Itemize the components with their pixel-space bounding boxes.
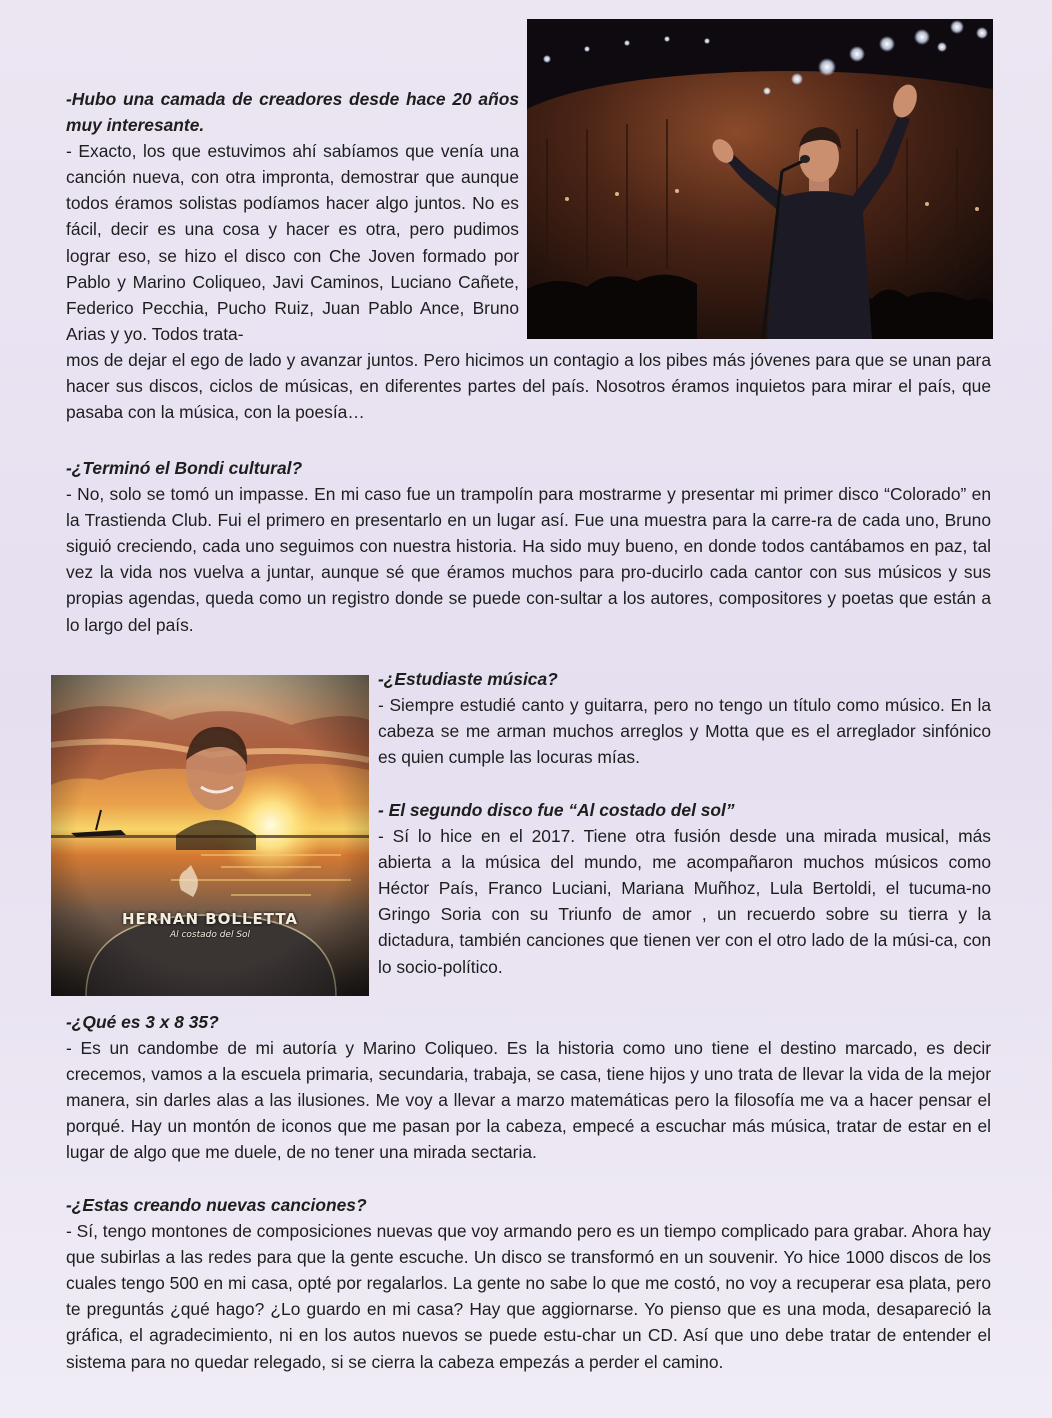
concert-photo	[527, 19, 993, 339]
section-segundo-disco	[378, 797, 991, 980]
answer-segundo-disco: - Sí lo hice en el 2017. Tiene otra fusión desde una mirada musical, más abierta a la música del mundo, me acompañaron muchos músicos como Héctor País, Franco Luciani, Mariana Muñhoz, Lula Bertoldi, el tucuma-no Gringo Soria con su Triunfo de amor , un recuerdo sobre su tierra y la dictadura, también canciones que tienen ver con el otro lado de la músi-ca, con lo socio-político.	[378, 826, 991, 977]
question-nuevas-canciones: -¿Estas creando nuevas canciones?	[66, 1195, 367, 1215]
question-bondi: -¿Terminó el Bondi cultural?	[66, 458, 303, 478]
answer-creadores-part2: mos de dejar el ego de lado y avanzar juntos. Pero hicimos un contagio a los pibes más jóvenes para que se unan para hacer sus discos, ciclos de músicas, en diferentes partes del país. Nosotros éramos inquietos para mirar el país, que pasaba con la música, con la poesía…	[66, 350, 991, 423]
album-cover-image	[51, 675, 369, 996]
section-3x8	[66, 1009, 991, 1166]
album-artist-name: HERNAN BOLLETTA	[121, 910, 299, 928]
section-estudiaste	[378, 666, 991, 770]
section-bondi	[66, 455, 991, 638]
question-segundo-disco: - El segundo disco fue “Al costado del sol”	[378, 800, 735, 820]
question-3x8: -¿Qué es 3 x 8 35?	[66, 1012, 219, 1032]
answer-estudiaste: - Siempre estudié canto y guitarra, pero no tengo un título como músico. En la cabeza se me arman muchos arreglos y Motta que es el arreglador sinfónico es quien cumple las locuras mías.	[378, 695, 991, 768]
answer-creadores-part1: - Exacto, los que estuvimos ahí sabíamos que venía una canción nueva, con otra impronta, demostrar que aunque todos éramos solistas podíamos hacer algo juntos. No es fácil, decir es una cosa y hacer es otra, pero pudimos lograr eso, se hizo el disco con Che Joven formado por Pablo y Marino Coliqueo, Javi Caminos, Luciano Cañete, Federico Pecchia, Pucho Ruiz, Juan Pablo Ance, Bruno Arias y yo. Todos trata-	[66, 141, 519, 344]
question-creadores: -Hubo una camada de creadores desde hace 20 años muy interesante.	[66, 89, 519, 136]
album-title: Al costado del Sol	[169, 930, 251, 940]
answer-3x8: - Es un candombe de mi autoría y Marino Coliqueo. Es la historia como uno tiene el destino marcado, es decir crecemos, vamos a la escuela primaria, secundaria, trabaja, se casa, tiene hijos y uno trata de llevar la vida de la mejor manera, sin darles alas a las ilusiones. Me voy a llevar a marzo matemáticas pero la filosofía me va a hacer pensar el porqué. Hay un montón de iconos que me pasan por la cabeza, empecé a escuchar más música, tratar de estar en el lugar de algo que me duele, de no tener una mirada sectaria.	[66, 1038, 991, 1163]
answer-bondi: - No, solo se tomó un impasse. En mi caso fue un trampolín para mostrarme y presentar mi primer disco “Colorado” en la Trastienda Club. Fui el primero en presentarlo en un lugar así. Fue una muestra para la carre-ra de cada uno, Bruno siguió creciendo, cada uno seguimos con nuestra historia. Ha sido muy bueno, en donde todos cantábamos en paz, tal vez la vida nos vuelva a juntar, aunque sé que éramos muchos para pro-ducirlo cada cantor con sus músicos y sus propias agendas, queda como un registro donde se puede con-sultar a los autores, compositores y poetas que están a lo largo del país.	[66, 484, 991, 635]
section-nuevas-canciones	[66, 1192, 991, 1375]
question-estudiaste: -¿Estudiaste música?	[378, 669, 558, 689]
answer-nuevas-canciones: - Sí, tengo montones de composiciones nuevas que voy armando pero es un tiempo complicado para grabar. Ahora hay que subirlas a las redes para que la gente escuche. Un disco se transformó en un souvenir. Yo hice 1000 discos de los cuales tengo 500 en mi casa, opté por regalarlos. La gente no sabe lo que me costó, no voy a recuperar esa plata, pero te preguntás ¿qué hago? ¿Lo guardo en mi casa? Hay que aggiornarse. Yo pienso que es una moda, desapareció la gráfica, el agradecimiento, ni en los autos nuevos se puede estu-char un CD. Así que uno debe tratar de entender el sistema para no quedar relegado, si se cierra la cabeza empezás a perder el camino.	[66, 1221, 991, 1372]
section-intro-text-block	[66, 86, 519, 347]
